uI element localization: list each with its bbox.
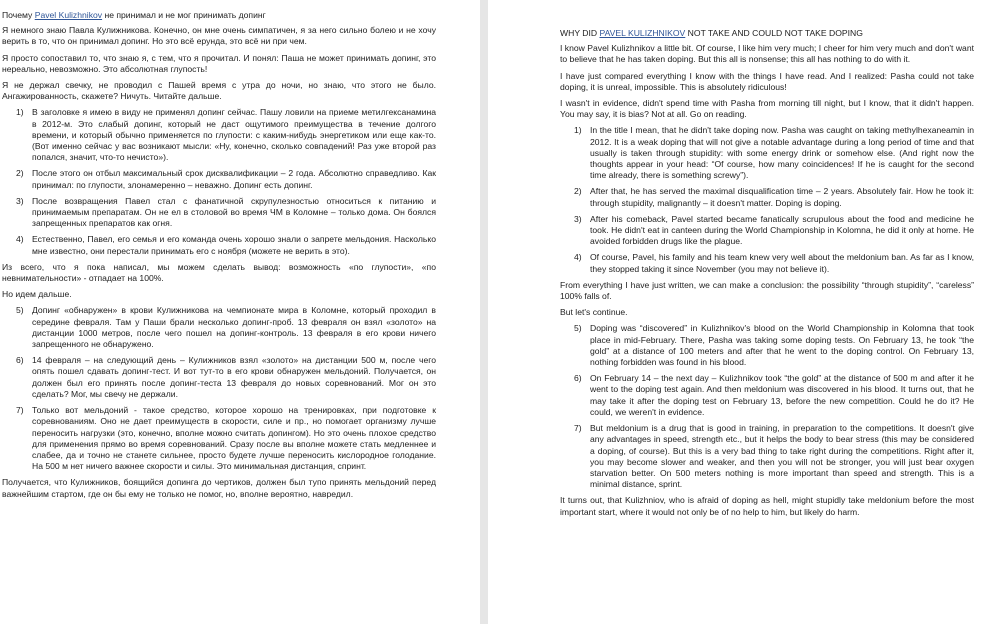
list-item: 6) 14 февраля – на следующий день – Кулижников взял «золото» на дистанции 500 м, после чего опять пошел сдавать допинг-тест. И вот тут-то в его крови обнаружен мельдоний. Получается, он должен был его принять после допинг-теста 13 февраля до новых соревнований. Мог он это сделать? Мог, мы свечу не держали. xyxy=(16,355,436,399)
paragraph-3: I wasn't in evidence, didn't spend time with Pasha from morning till night, but I know, that it didn't happen. You may say, it is bias? Not at all. Go on reading. xyxy=(560,98,974,120)
list-item: 6) On February 14 – the next day – Kulizhnikov took “the gold” at the distance of 500 m and after it he went to the doping test again. And then meldonium was discovered in his blood. It turns out, that he may take it after the doping test on February 13, before the new competition. Could he do it? He could, we weren't in evidence. xyxy=(574,373,974,417)
list-item: 2) После этого он отбыл максимальный срок дисквалификации – 2 года. Абсолютно справедливо. Как принимал: по глупости, злонамеренно – неважно. Допинг есть допинг. xyxy=(16,168,436,190)
list-item: 4) Of course, Pavel, his family and his team knew very well about the meldonium ban. As far as I know, they stopped taking it since November (you may not believe it). xyxy=(574,252,974,274)
list-item: 4) Естественно, Павел, его семья и его команда очень хорошо знали о запрете мельдония. Насколько мне известно, они перестали принимать его с ноября (можете не верить в это). xyxy=(16,234,436,256)
list-item: 7) But meldonium is a drug that is good in training, in preparation to the competitions. It doesn't give any advantages in speed, strength etc., but it helps the body to bear stress (this may be considered a doping, of course). But this is a very bad thing to take right during the competitions. Right after it, you may become slower and weaker, and then you will not be stronger, you will just bear oxygen starvation better. On 500 meters nothing is more important than speed and strength. This is a minimal distance, sprint. xyxy=(574,423,974,490)
paragraph-3: Я не держал свечку, не проводил с Пашей время с утра до ночи, но знаю, что этого не было. Ангажированность, скажете? Ничуть. Читайте дальше. xyxy=(2,80,436,102)
paragraph-1: Я немного знаю Павла Кулижникова. Конечно, он мне очень симпатичен, я за него сильно болею и не хочу верить в то, что он принимал допинг. Но это всё ерунда, это всё ни при чем. xyxy=(2,25,436,47)
page-title: Почему Pavel Kulizhnikov не принимал и не мог принимать допинг xyxy=(2,10,266,20)
numbered-list-1 xyxy=(2,107,436,256)
paragraph-5: Но идем дальше. xyxy=(2,289,72,300)
list-item: 5) Допинг «обнаружен» в крови Кулижникова на чемпионате мира в Коломне, который проходил в середине февраля. Там у Паши брали несколько допинг-проб. 13 февраля он взял «золото» на дистанции 1000 метров, после чего пошел на допинг-контроль. 13 февраля в его крови ничего запрещенного не обнаружено. xyxy=(16,305,436,350)
paragraph-6: It turns out, that Kulizhniov, who is afraid of doping as hell, might stupidly take meldonium before the most important start, where it would not only be of no help to him, but likely do harm. xyxy=(560,495,974,517)
name-link[interactable]: Pavel Kulizhnikov xyxy=(34,10,103,20)
paragraph-5: But let's continue. xyxy=(560,307,628,318)
list-item: 5) Doping was “discovered” in Kulizhnikov's blood on the World Championship in Kolomna that took place in mid-February. There, Pasha was taking some doping tests. On February 13, he took “the gold” at a distance of 100 meters and after that he went to the doping control. On February 13, nothing forbidden was found in his blood. xyxy=(574,323,974,368)
list-item: 2) After that, he has served the maximal disqualification time – 2 years. Absolutely fair. How he took it: through stupidity, malignantly – it doesn't matter. Doping is doping. xyxy=(574,186,974,208)
english-page xyxy=(488,0,994,624)
page-gap xyxy=(480,0,488,624)
list-item: 3) После возвращения Павел стал с фанатичной скрупулезностью относиться к питанию и принимаемым препаратам. Он не ел в столовой во время ЧМ в Коломне – только дома. Он боялся запрещенных препаратов как огня. xyxy=(16,195,436,229)
numbered-list-2 xyxy=(560,323,974,490)
paragraph-4: Из всего, что я пока написал, мы можем сделать вывод: возможность «по глупости», «по невнимательности» - отпадает на 100%. xyxy=(2,261,436,284)
russian-page xyxy=(0,0,480,624)
paragraph-2: I have just compared everything I know with the things I have read. And I realized: Pasha could not take doping, it is unreal, impossible. This is absolutely ridiculous! xyxy=(560,70,974,92)
list-item: 3) After his comeback, Pavel started became fanatically scrupulous about the food and medicine he took. He didn't eat in canteen during the World Championship in Kolomna, he did it only at home. He avoided forbidden drugs like the plague. xyxy=(574,213,974,247)
list-item: 1) In the title I mean, that he didn't take doping now. Pasha was caught on taking methylhexaneamin in 2012. It is a weak doping that will not give a notable advantage during a long period of time and that usually is taken through stupidity: with some energy drink or somehow else. (And right now the thoughts appear in your head: “Of course, how many coincidences! If he is caught for the second time already, there is something screwy”). xyxy=(574,125,974,181)
paragraph-6: Получается, что Кулижников, боящийся допинга до чертиков, должен был тупо принять мельдоний перед важнейшим стартом, где он бы ему не только не помог, но, вполне вероятно, навредил. xyxy=(2,477,436,499)
paragraph-1: I know Pavel Kulizhnikov a little bit. Of course, I like him very much; I cheer for him very much and don't want to believe that he has taken doping. But this all is nonsense; this all has nothing to do with it. xyxy=(560,43,974,65)
name-link[interactable]: PAVEL KULIZHNIKOV xyxy=(599,28,686,38)
numbered-list-2 xyxy=(2,305,436,472)
paragraph-4: From everything I have just written, we can make a conclusion: the possibility “through stupidity”, “careless” 100% falls of. xyxy=(560,279,974,302)
paragraph-2: Я просто сопоставил то, что знаю я, с тем, что я прочитал. И понял: Паша не может принимать допинг, это нереально, невозможно. Это абсолютная глупость! xyxy=(2,52,436,74)
list-item: 1) В заголовке я имею в виду не применял допинг сейчас. Пашу ловили на приеме метилгексанамина в 2012-м. Это слабый допинг, который не даст ощутимого преимущества в течение долгого времени, и который обычно применяется по глупости: с каким-нибудь энергетиком или еще как-то. (Вот именно сейчас у вас возникают мысли: «Ну, конечно, сколько совпадений! Раз уже второй раз попался, значит, что-то нечисто»). xyxy=(16,107,436,163)
page-title: WHY DID PAVEL KULIZHNIKOV NOT TAKE AND COULD NOT TAKE DOPING xyxy=(560,28,863,38)
numbered-list-1 xyxy=(560,125,974,274)
list-item: 7) Только вот мельдоний - такое средство, которое хорошо на тренировках, при подготовке к соревнованиям. Оно не дает преимуществ в скорости, силе и пр., но помогает организму лучше переносить нагрузки (это, конечно, вполне можно считать допингом). Но это очень плохое средство для применения прямо во время соревнований. Сразу после вы вполне можете стать медленнее и слабее, да и точно не станете сильнее, просто будете лучше переносить кислородное голодание. На 500 м нет ничего важнее скорости и силы. Это минимальная дистанция, спринт. xyxy=(16,405,436,472)
